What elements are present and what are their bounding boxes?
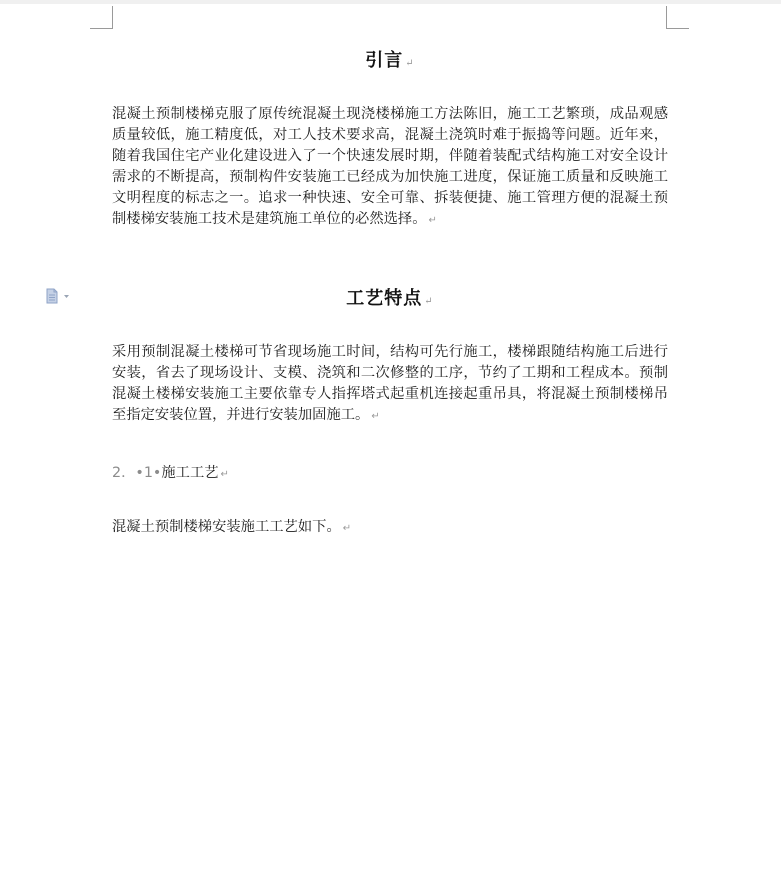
subsection-heading-construction-process — [112, 462, 229, 482]
paragraph-mark: ↵ — [220, 469, 229, 480]
crop-mark-top-right — [666, 6, 689, 29]
paragraph-mark: ↵ — [405, 58, 415, 69]
paragraph-mark: ↵ — [342, 523, 352, 534]
paragraph-mark: ↵ — [428, 215, 437, 226]
paragraph-construction-process — [112, 517, 668, 539]
section-heading-introduction — [112, 46, 668, 72]
subsection-title: 施工工艺 — [161, 465, 219, 481]
paragraph-text: 采用预制混凝土楼梯可节省现场施工时间，结构可先行施工，楼梯跟随结构施工后进行安装，省去了现场设计、支模、浇筑和二次修整的工序，节约了工期和工程成本。预制混凝土楼梯安装施工主要依靠专人指挥塔式起重机连接起重吊具，将混凝土预制楼梯吊至指定安装位置，并进行安装加固施工。 — [112, 344, 668, 423]
paragraph-text: 混凝土预制楼梯克服了原传统混凝土现浇楼梯施工方法陈旧，施工工艺繁琐，成品观感质量较低，施工精度低，对工人技术要求高，混凝土浇筑时难于振捣等问题。近年来，随着我国住宅产业化建设进入了一个快速发展时期，伴随着装配式结构施工对安全设计需求的不断提高，预制构件安装施工已经成为加快施工进度，保证施工质量和反映施工文明程度的标志之一。追求一种快速、安全可靠、拆装便捷、施工管理方便的混凝土预制楼梯安装施工技术是建筑施工单位的必然选择。 — [112, 106, 668, 227]
paragraph-text: 混凝土预制楼梯安装施工工艺如下。 — [112, 519, 341, 535]
crop-mark-top-left — [90, 6, 113, 29]
section-heading-features — [112, 284, 668, 310]
paragraph-features — [112, 342, 668, 427]
heading-text: 引言 — [365, 50, 404, 71]
paragraph-introduction — [112, 104, 668, 231]
page-top-edge — [0, 0, 781, 4]
subsection-number: 2．•1• — [112, 465, 162, 481]
heading-text: 工艺特点 — [346, 288, 423, 309]
paragraph-mark: ↵ — [424, 296, 434, 307]
document-options-icon[interactable] — [45, 288, 73, 304]
paragraph-mark: ↵ — [371, 411, 380, 422]
